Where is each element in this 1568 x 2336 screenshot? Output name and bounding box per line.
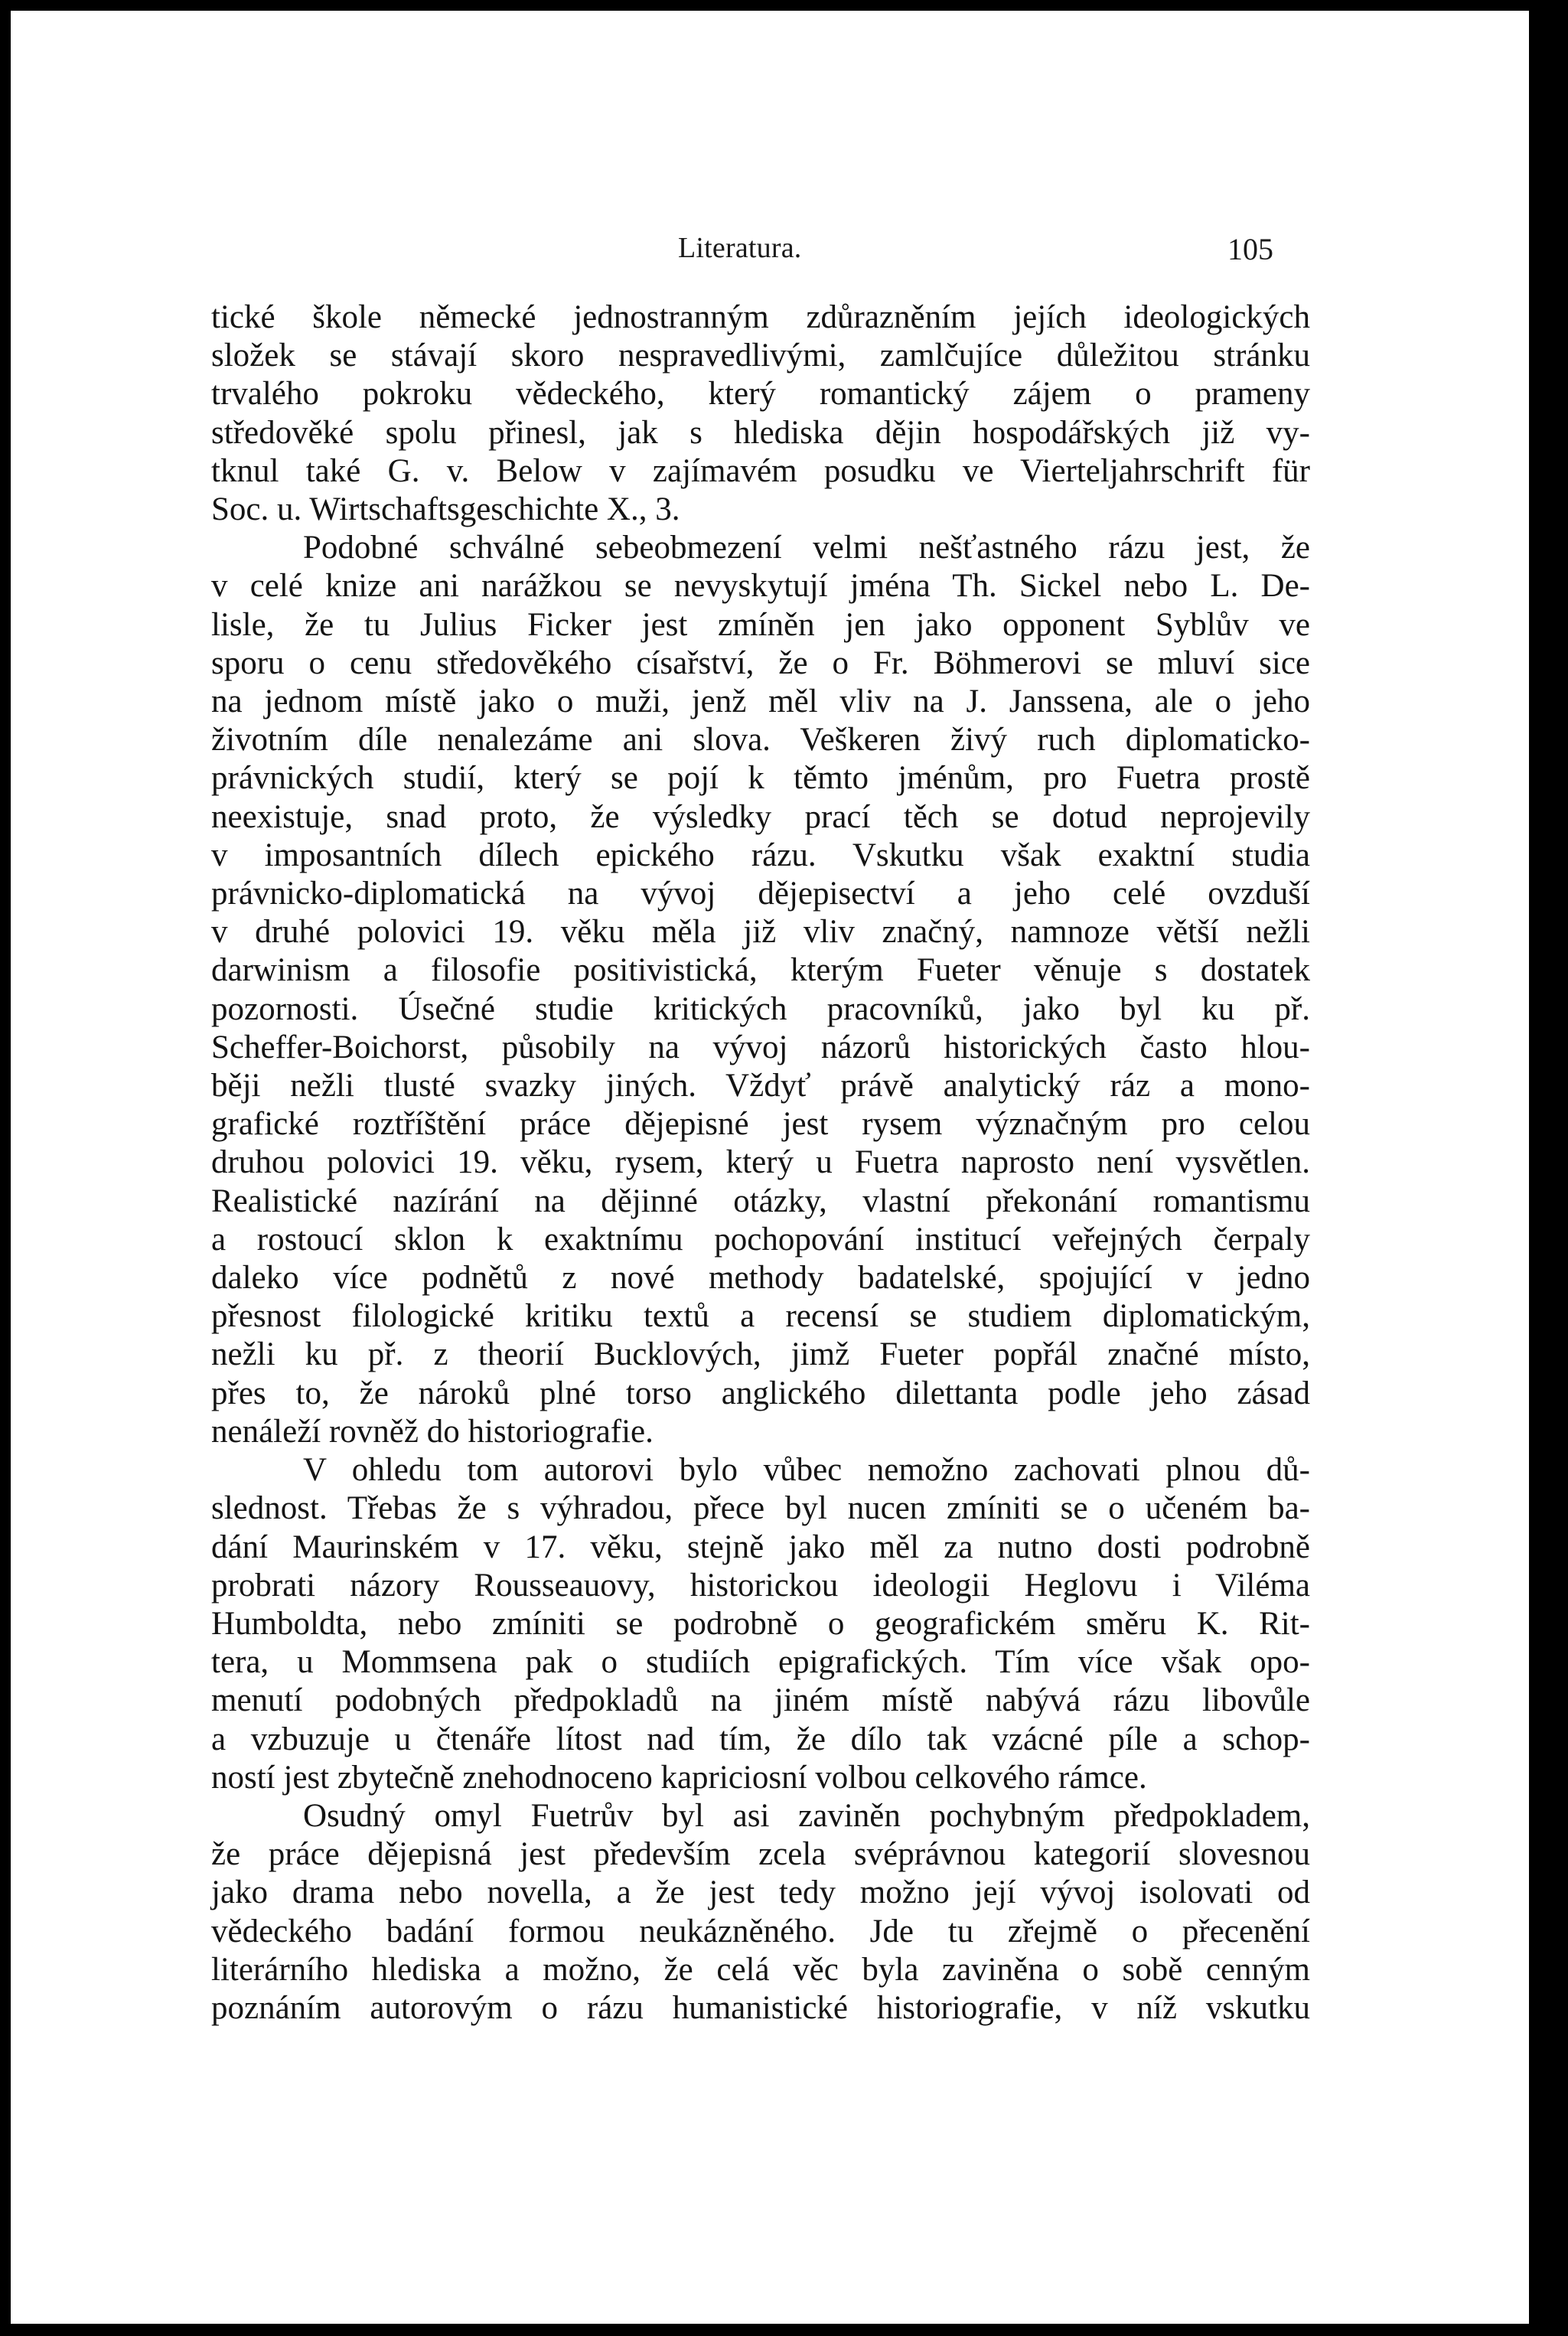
text-line: probrati názory Rousseauovy, historickou ideologii Heglovu i Viléma bbox=[211, 1567, 1310, 1604]
text-line: Osudný omyl Fuetrův byl asi zaviněn pochybným předpokladem, bbox=[303, 1797, 1310, 1834]
text-line: lisle, že tu Julius Ficker jest zmíněn jen jako opponent Syblův ve bbox=[211, 606, 1310, 643]
text-line: darwinism a filosofie positivistická, kterým Fueter věnuje s dostatek bbox=[211, 952, 1310, 989]
text-line: slednost. Třebas že s výhradou, přece byl nucen zmíniti se o učeném ba- bbox=[211, 1490, 1310, 1527]
text-line: nežli ku př. z theorií Bucklových, jimž Fueter popřál značné místo, bbox=[211, 1336, 1310, 1373]
text-line: neexistuje, snad proto, že výsledky prací těch se dotud neprojevily bbox=[211, 798, 1310, 835]
text-line: tické škole německé jednostranným zdůrazněním jejích ideologických bbox=[211, 299, 1310, 335]
text-line: jako drama nebo novella, a že jest tedy možno její vývoj isolovati od bbox=[211, 1874, 1310, 1911]
text-line: právnicko-diplomatická na vývoj dějepisectví a jeho celé ovzduší bbox=[211, 876, 1310, 912]
text-line: druhou polovici 19. věku, rysem, který u Fuetra naprosto není vysvětlen. bbox=[211, 1144, 1310, 1181]
text-line: středověké spolu přinesl, jak s hlediska dějin hospodářských již vy- bbox=[211, 414, 1310, 451]
text-line: přes to, že nároků plné torso anglického dilettanta podle jeho zásad bbox=[211, 1375, 1310, 1411]
page-sheet bbox=[11, 11, 1529, 2324]
text-line: literárního hlediska a možno, že celá věc byla zaviněna o sobě cenným bbox=[211, 1951, 1310, 1988]
page-number: 105 bbox=[1227, 232, 1273, 266]
text-line: trvalého pokroku vědeckého, který romantický zájem o prameny bbox=[211, 376, 1310, 413]
paragraph bbox=[211, 529, 1310, 1451]
text-line: na jednom místě jako o muži, jenž měl vliv na J. Janssena, ale o jeho bbox=[211, 684, 1310, 720]
text-line: sporu o cenu středověkého císařství, že o Fr. Böhmerovi se mluví sice bbox=[211, 644, 1310, 681]
page-header bbox=[11, 231, 1529, 265]
text-line: Soc. u. Wirtschaftsgeschichte X., 3. bbox=[211, 491, 680, 528]
text-line: Humboldta, nebo zmíniti se podrobně o geografickém směru K. Rit- bbox=[211, 1605, 1310, 1642]
text-line: že práce dějepisná jest především zcela svéprávnou kategorií slovesnou bbox=[211, 1836, 1310, 1873]
text-line: tera, u Mommsena pak o studiích epigrafických. Tím více však opo- bbox=[211, 1644, 1310, 1681]
text-line: dání Maurinském v 17. věku, stejně jako měl za nutno dosti podrobně bbox=[211, 1529, 1310, 1565]
text-line: složek se stávají skoro nespravedlivými, zamlčujíce důležitou stránku bbox=[211, 338, 1310, 374]
text-line: poznáním autorovým o rázu humanistické historiografie, v níž vskutku bbox=[211, 1989, 1310, 2026]
text-line: Podobné schválné sebeobmezení velmi nešťastného rázu jest, že bbox=[303, 530, 1310, 566]
text-line: běji nežli tlusté svazky jiných. Vždyť právě analytický ráz a mono- bbox=[211, 1068, 1310, 1104]
text-line: přesnost filologické kritiku textů a recensí se studiem diplomatickým, bbox=[211, 1298, 1310, 1335]
body-text bbox=[211, 299, 1310, 2028]
text-line: a rostoucí sklon k exaktnímu pochopování institucí veřejných čerpaly bbox=[211, 1221, 1310, 1258]
text-line: Scheffer-Boichorst, působily na vývoj názorů historických často hlou- bbox=[211, 1029, 1310, 1065]
text-line: tknul také G. v. Below v zajímavém posudku ve Vierteljahrschrift für bbox=[211, 452, 1310, 489]
paragraph bbox=[211, 299, 1310, 529]
text-line: a vzbuzuje u čtenáře lítost nad tím, že dílo tak vzácné píle a schop- bbox=[211, 1721, 1310, 1757]
text-line: nenáleží rovněž do historiografie. bbox=[211, 1413, 654, 1450]
text-line: vědeckého badání formou neukázněného. Jde tu zřejmě o přecenění bbox=[211, 1913, 1310, 1949]
text-line: pozornosti. Úsečné studie kritických pracovníků, jako byl ku př. bbox=[211, 990, 1310, 1027]
paragraph bbox=[211, 1797, 1310, 2028]
text-line: daleko více podnětů z nové methody badatelské, spojující v jedno bbox=[211, 1260, 1310, 1297]
text-line: grafické roztříštění práce dějepisné jest rysem význačným pro celou bbox=[211, 1106, 1310, 1143]
text-line: ností jest zbytečně znehodnoceno kapriciosní volbou celkového rámce. bbox=[211, 1759, 1147, 1796]
text-line: životním díle nenalezáme ani slova. Veškeren živý ruch diplomaticko- bbox=[211, 722, 1310, 759]
running-title: Literatura. bbox=[678, 232, 802, 264]
text-line: v celé knize ani narážkou se nevyskytují jména Th. Sickel nebo L. De- bbox=[211, 568, 1310, 605]
text-line: v druhé polovici 19. věku měla již vliv značný, namnoze větší nežli bbox=[211, 914, 1310, 951]
text-line: V ohledu tom autorovi bylo vůbec nemožno zachovati plnou dů- bbox=[303, 1452, 1310, 1489]
text-line: menutí podobných předpokladů na jiném místě nabývá rázu libovůle bbox=[211, 1682, 1310, 1719]
text-line: právnických studií, který se pojí k těmto jménům, pro Fuetra prostě bbox=[211, 760, 1310, 797]
text-line: Realistické nazírání na dějinné otázky, vlastní překonání romantismu bbox=[211, 1183, 1310, 1219]
text-line: v imposantních dílech epického rázu. Vskutku však exaktní studia bbox=[211, 837, 1310, 873]
paragraph bbox=[211, 1451, 1310, 1797]
